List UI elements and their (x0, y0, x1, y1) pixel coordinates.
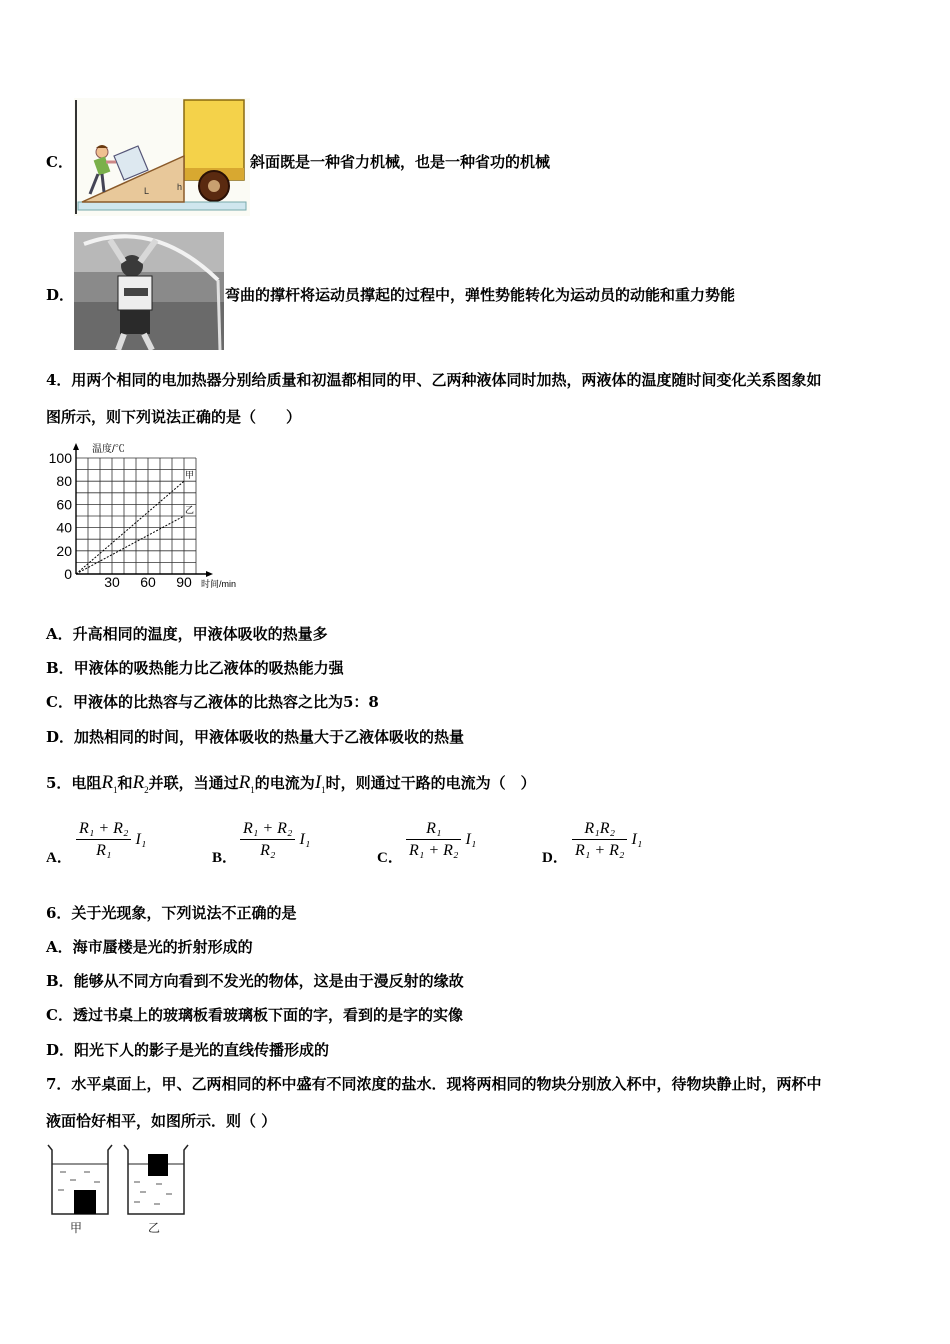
i1-symbol: $I_1$ (314, 772, 326, 795)
pole-vault-photo (74, 232, 224, 350)
q4-stem-line1: 4．用两个相同的电加热器分别给质量和初温都相同的甲、乙两种液体同时加热，两液体的温度随时间变化关系图象如 (46, 371, 822, 389)
q5-stem (46, 770, 536, 803)
incline-figure (74, 98, 250, 216)
y-tick-label: 40 (56, 519, 72, 536)
q7-stem-line2: 液面恰好相平，如图所示．则（ ） (46, 1112, 277, 1130)
series-line-yi (76, 516, 184, 574)
q5-option-a-formula: $\frac{\text{R₁ + R₂}}{\text{R₁}}$ I₁ (76, 820, 146, 860)
block-jia (74, 1190, 96, 1214)
q5-option-c-letter: C． (377, 850, 403, 866)
svg-text:L: L (144, 186, 150, 196)
q4-option-d: D．加热相同的时间，甲液体吸收的热量大于乙液体吸收的热量 (46, 728, 465, 746)
block-yi (148, 1154, 168, 1176)
y-tick-label: 60 (56, 496, 72, 513)
q5-option-c-formula: $\frac{\text{R₁}}{\text{R₁ + R₂}}$ I₁ (406, 820, 476, 860)
q5-parallel: 并联，当通过 (148, 774, 239, 792)
q5-suffix: 时，则通过干路的电流为（ ） (325, 774, 536, 792)
q5-option-a-letter: A． (46, 850, 72, 866)
q5-prefix: 5．电阻 (46, 774, 102, 792)
q5-current-text: 的电流为 (254, 774, 315, 792)
x-axis-arrow (206, 571, 213, 577)
x-tick-label: 90 (176, 574, 192, 590)
y-axis-label: 温度/℃ (92, 444, 125, 455)
temperature-time-chart (40, 438, 245, 590)
option-d-letter: D． (46, 286, 75, 304)
svg-text:h: h (177, 182, 183, 192)
r1-symbol: $R_1$ (101, 772, 118, 795)
cup-jia-label: 甲 (70, 1221, 83, 1235)
q4-option-c: C．甲液体的比热容与乙液体的比热容之比为5：8 (46, 693, 379, 711)
q4-option-b: B．甲液体的吸热能力比乙液体的吸热能力强 (46, 659, 344, 677)
beakers-figure (44, 1142, 194, 1237)
cup-yi-label: 乙 (148, 1221, 161, 1235)
series-label-yi: 乙 (185, 505, 195, 515)
q6-stem: 6．关于光现象，下列说法不正确的是 (46, 904, 297, 922)
option-c-text: 斜面既是一种省力机械，也是一种省功的机械 (250, 153, 551, 171)
y-tick-label: 20 (56, 542, 72, 559)
y-axis-arrow (73, 443, 79, 450)
y-tick-label: 80 (56, 473, 72, 490)
cup-yi (124, 1145, 188, 1214)
series-label-jia: 甲 (185, 470, 195, 481)
cup-jia (48, 1145, 112, 1214)
q4-stem-line2: 图所示，则下列说法正确的是（ ） (46, 408, 302, 426)
q5-option-d-formula: $\frac{\text{R₁R₂}}{\text{R₁ + R₂}}$ I₁ (572, 820, 642, 860)
q6-option-a: A．海市蜃楼是光的折射形成的 (46, 938, 253, 956)
r1-symbol: $R_1$ (238, 772, 255, 795)
x-tick-label: 30 (104, 574, 120, 590)
q5-option-d-letter: D． (542, 850, 568, 866)
r2-symbol: $R_2$ (132, 772, 149, 795)
q5-and: 和 (117, 774, 133, 792)
option-d-text: 弯曲的撑杆将运动员撑起的过程中，弹性势能转化为运动员的动能和重力势能 (225, 286, 736, 304)
q6-option-b: B．能够从不同方向看到不发光的物体，这是由于漫反射的缘故 (46, 972, 464, 990)
q6-option-c: C．透过书桌上的玻璃板看玻璃板下面的字，看到的是字的实像 (46, 1006, 463, 1024)
q5-option-b-letter: B． (212, 850, 238, 866)
y-tick-label: 0 (64, 566, 72, 582)
q7-stem-line1: 7．水平桌面上，甲、乙两相同的杯中盛有不同浓度的盐水．现将两相同的物块分别放入杯中，待物块静止时，两杯中 (46, 1075, 822, 1093)
q4-option-a: A．升高相同的温度，甲液体吸收的热量多 (46, 625, 328, 643)
y-tick-label: 100 (48, 450, 72, 466)
x-axis-label: 时间/min (201, 579, 237, 589)
x-tick-label: 60 (140, 574, 156, 590)
option-c-letter: C． (46, 153, 73, 171)
q5-option-b-formula: $\frac{\text{R₁ + R₂}}{\text{R₂}}$ I₁ (240, 820, 310, 860)
q6-option-d: D．阳光下人的影子是光的直线传播形成的 (46, 1041, 330, 1059)
